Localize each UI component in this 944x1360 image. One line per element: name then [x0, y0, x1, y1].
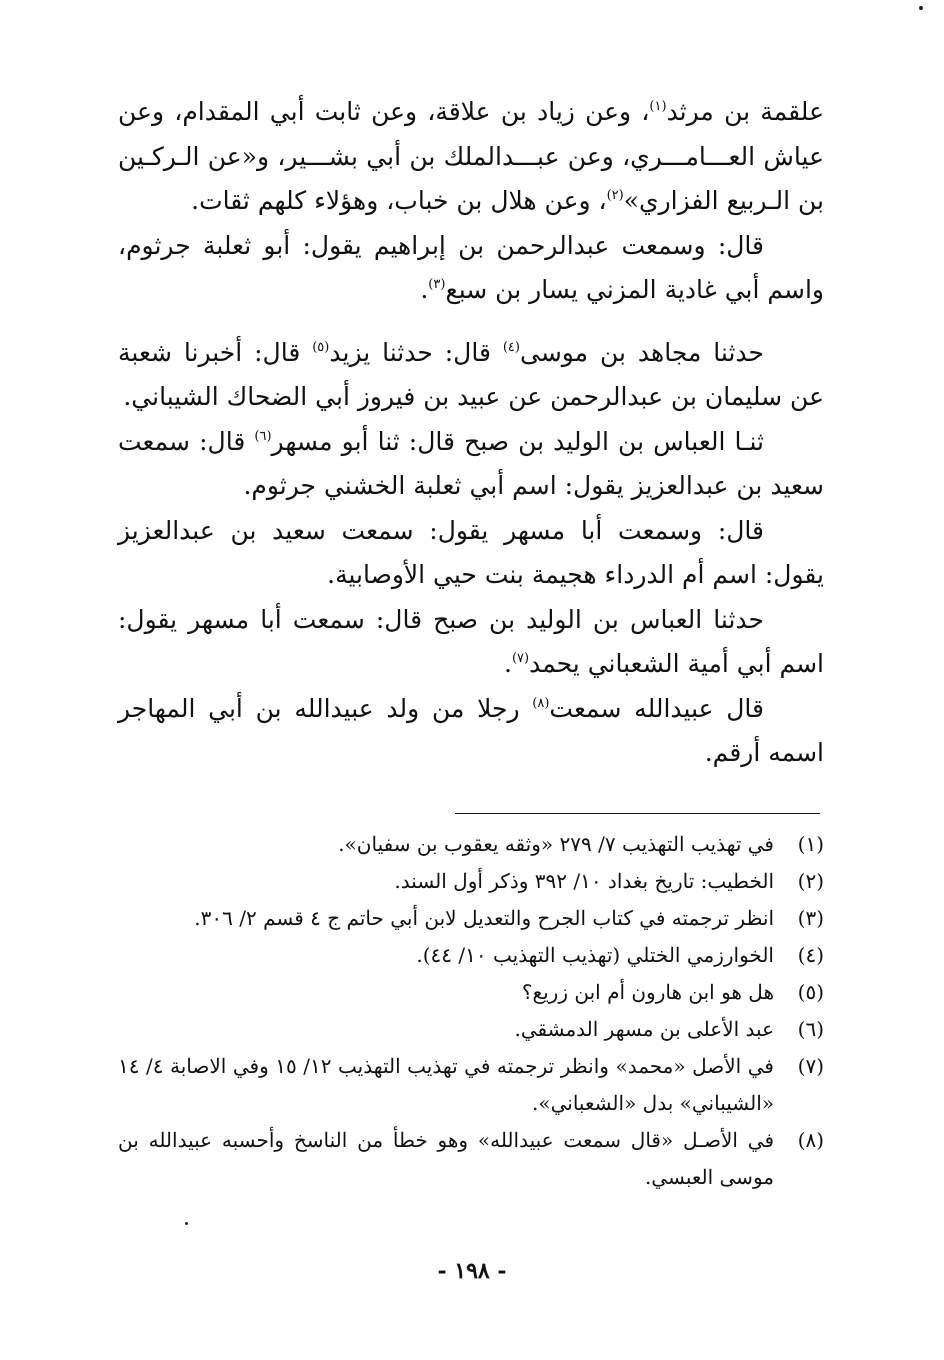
footnote-text: في الأصـل «قال سمعت عبيدالله» وهو خطأ من الناسخ وأحسبه عبيدالله بن موسى العبسي.: [118, 1128, 774, 1189]
footnote: [118, 863, 824, 900]
footnote: [118, 1122, 824, 1196]
paragraph: علقمة بن مرثد$^{(١)}$، وعن زياد بن علاقة، وعن ثابت أبي المقدام، وعن عياش العـــامـــري، وعن عبـــدالملك بن أبي بشـــير، و«عن الـركـين بن الـربيع الفزاري»$^{(٢)}$، وعن هلال بن خباب، وهؤلاء كلهم ثقات.: [118, 97, 824, 215]
footnote-number: (٥): [797, 980, 824, 1004]
footnote-number: (٨): [797, 1128, 824, 1152]
footnote-number: (٣): [797, 906, 824, 930]
footnote-text: في تهذيب التهذيب ٧/ ٢٧٩ «وثقه يعقوب بن سفيان».: [338, 832, 774, 856]
footnote-number: (٧): [797, 1054, 824, 1078]
paragraph: حدثنا العباس بن الوليد بن صبح قال: سمعت أبا مسهر يقول: اسم أبي أمية الشعباني يحمد$^{(٧)}$.: [118, 604, 824, 678]
footnote: [118, 1048, 824, 1122]
paragraph: حدثنا مجاهد بن موسى$^{(٤)}$ قال: حدثنا يزيد$^{(٥)}$ قال: أخبرنا شعبة عن سليمان بن عبدالرحمن عن عبيد بن فيروز أبي الضحاك الشيباني.: [118, 337, 824, 411]
footnote: [118, 974, 824, 1011]
footnote-text: هل هو ابن هارون أم ابن زريع؟: [521, 980, 774, 1004]
footnote-ref[interactable]: (٢): [606, 188, 624, 203]
footnote-number: (٤): [797, 943, 824, 967]
footnote-separator: [455, 813, 820, 814]
footnote-text: الخوارزمي الختلي (تهذيب التهذيب ١٠/ ٤٤).: [416, 943, 774, 967]
footnote: [118, 1011, 824, 1048]
footnote: [118, 937, 824, 974]
footnote-text: انظر ترجمته في كتاب الجرح والتعديل لابن أبي حاتم ج ٤ قسم ٢/ ٣٠٦.: [194, 906, 774, 930]
footnote: [118, 826, 824, 863]
footnote-number: (١): [797, 832, 824, 856]
footnote-ref[interactable]: (٥): [312, 339, 330, 355]
paragraph: قال عبيدالله سمعت$^{(٨)}$ رجلا من ولد عبيدالله بن أبي المهاجر اسمه أرقم.: [118, 693, 824, 767]
scan-speck: [185, 1222, 188, 1225]
footnote-number: (٢): [797, 869, 824, 893]
footnote-text: في الأصل «محمد» وانظر ترجمته في تهذيب التهذيب ١٢/ ١٥ وفي الاصابة ٤/ ١٤ «الشيباني» بدل «الشعباني».: [118, 1054, 774, 1115]
footnote: [118, 900, 824, 937]
footnote-ref[interactable]: (٨): [532, 695, 550, 711]
footnote-text: الخطيب: تاريخ بغداد ١٠/ ٣٩٢ وذكر أول السند.: [394, 869, 774, 893]
paragraph: قال: وسمعت أبا مسهر يقول: سمعت سعيد بن عبدالعزيز يقول: اسم أم الدرداء هجيمة بنت حيي الأوصابية.: [118, 515, 824, 589]
paragraph: قال: وسمعت عبدالرحمن بن إبراهيم يقول: أبو ثعلبة جرثوم، واسم أبي غادية المزني يسار بن سبع$^{(٣)}$.: [118, 230, 824, 304]
scan-speck: [919, 6, 923, 10]
footnotes: [118, 826, 824, 1196]
footnote-ref[interactable]: (٧): [511, 651, 530, 666]
main-text: [118, 90, 824, 776]
footnote-ref[interactable]: (٦): [254, 428, 272, 444]
page-number: - ١٩٨ -: [437, 1258, 507, 1284]
footnote-ref[interactable]: (١): [649, 99, 667, 114]
footnote-ref[interactable]: (٣): [428, 277, 446, 292]
footnote-number: (٦): [797, 1017, 824, 1041]
footnote-ref[interactable]: (٤): [502, 339, 520, 355]
paragraph: ثنـا العباس بن الوليد بن صبح قال: ثنا أبو مسهر$^{(٦)}$ قال: سمعت سعيد بن عبدالعزيز يقول: اسم أبي ثعلبة الخشني جرثوم.: [118, 426, 824, 500]
footnote-text: عبد الأعلى بن مسهر الدمشقي.: [514, 1017, 774, 1041]
